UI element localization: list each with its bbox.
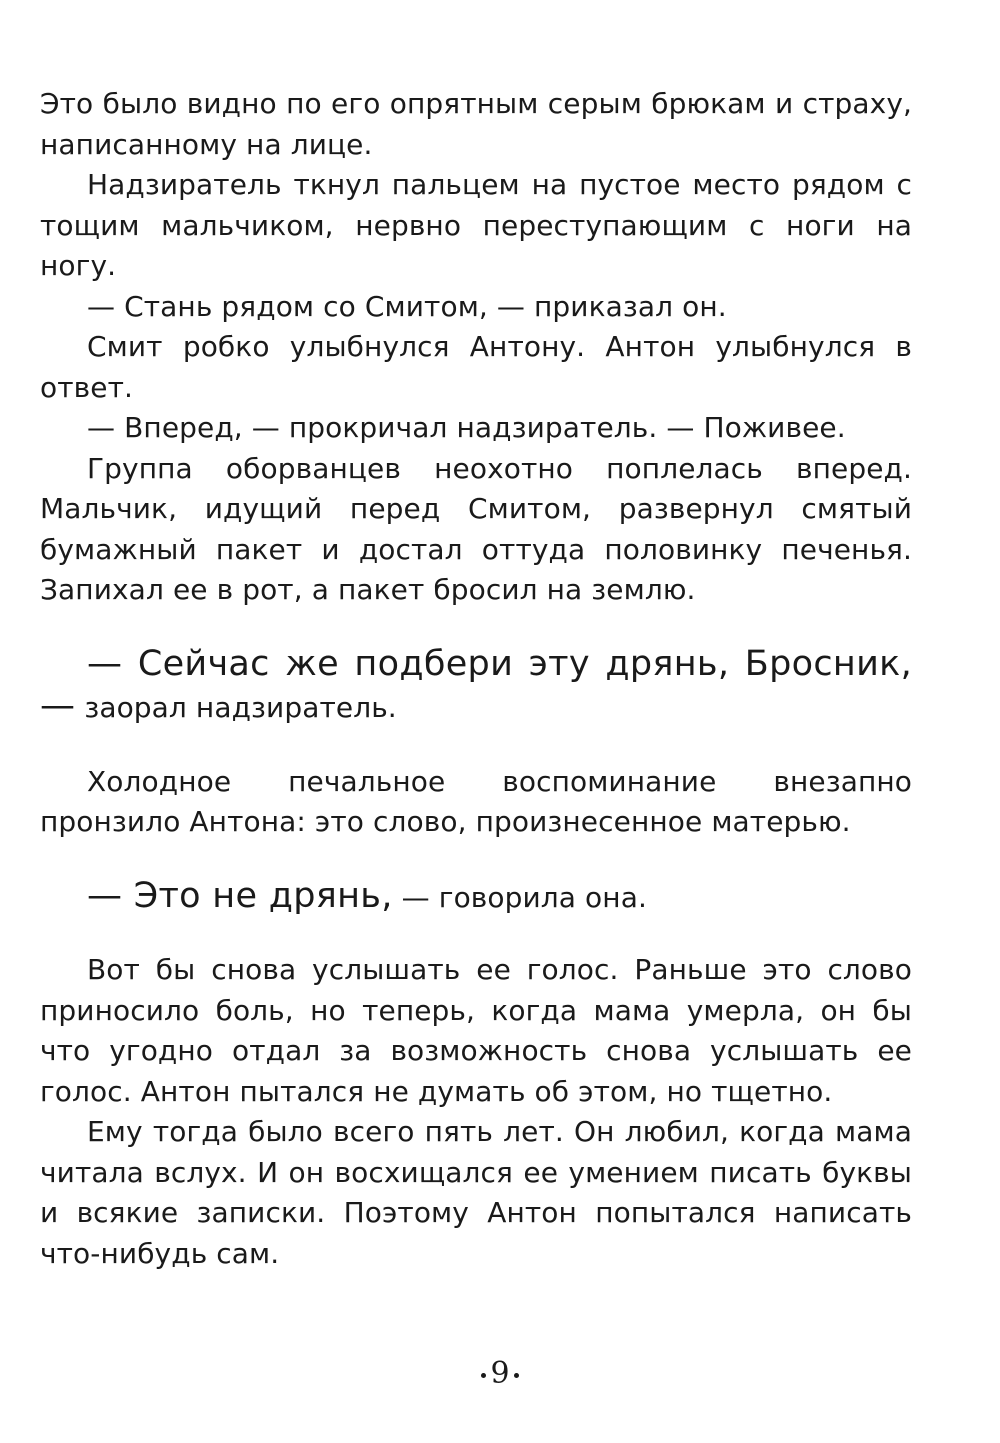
paragraph: Смит робко улыбнулся Антону. Антон улыбнулся в ответ.	[40, 330, 912, 404]
body-text	[40, 84, 912, 1274]
quote-attribution: заорал надзиратель.	[84, 691, 397, 724]
paragraph: Ему тогда было всего пять лет. Он любил, когда мама читала вслух. И он восхищался ее умением писать буквы и всякие записки. Поэтому Антон попытался написать что-нибудь сам.	[40, 1115, 912, 1270]
paragraph: Это было видно по его опрятным серым брюкам и страху, написанному на лице.	[40, 87, 912, 161]
dialogue-line: — Стань рядом со Смитом, — приказал он.	[87, 289, 727, 323]
paragraph: Группа оборванцев неохотно поплелась вперед. Мальчик, идущий перед Смитом, развернул смятый бумажный пакет и достал оттуда половинку печенья. Запихал ее в рот, а пакет бросил на землю.	[40, 451, 912, 606]
page-number-value: 9	[490, 1356, 510, 1391]
quote-speech: — Это не дрянь,	[87, 875, 393, 916]
paragraph: Холодное печальное воспоминание внезапно пронзило Антона: это слово, произнесенное матерью.	[40, 764, 912, 838]
page-number	[0, 1356, 1000, 1391]
paragraph: Надзиратель ткнул пальцем на пустое место рядом с тощим мальчиком, нервно переступающим с ноги на ногу.	[40, 168, 912, 282]
quote-attribution: — говорила она.	[401, 880, 647, 914]
folio-dot-left	[481, 1373, 486, 1378]
enlarged-quote	[40, 876, 912, 919]
paragraph: Вот бы снова услышать ее голос. Раньше это слово приносило боль, но теперь, когда мама умерла, он бы что угодно отдал за возможность снова услышать ее голос. Антон пытался не думать об этом, но тщетно.	[40, 953, 912, 1108]
folio-dot-right	[514, 1373, 519, 1378]
quote-speech: — Сейчас же подбери эту дрянь, Бросник, —	[40, 643, 912, 726]
dialogue-line: — Вперед, — прокричал надзиратель. — Поживее.	[87, 411, 846, 444]
enlarged-quote	[40, 644, 912, 729]
